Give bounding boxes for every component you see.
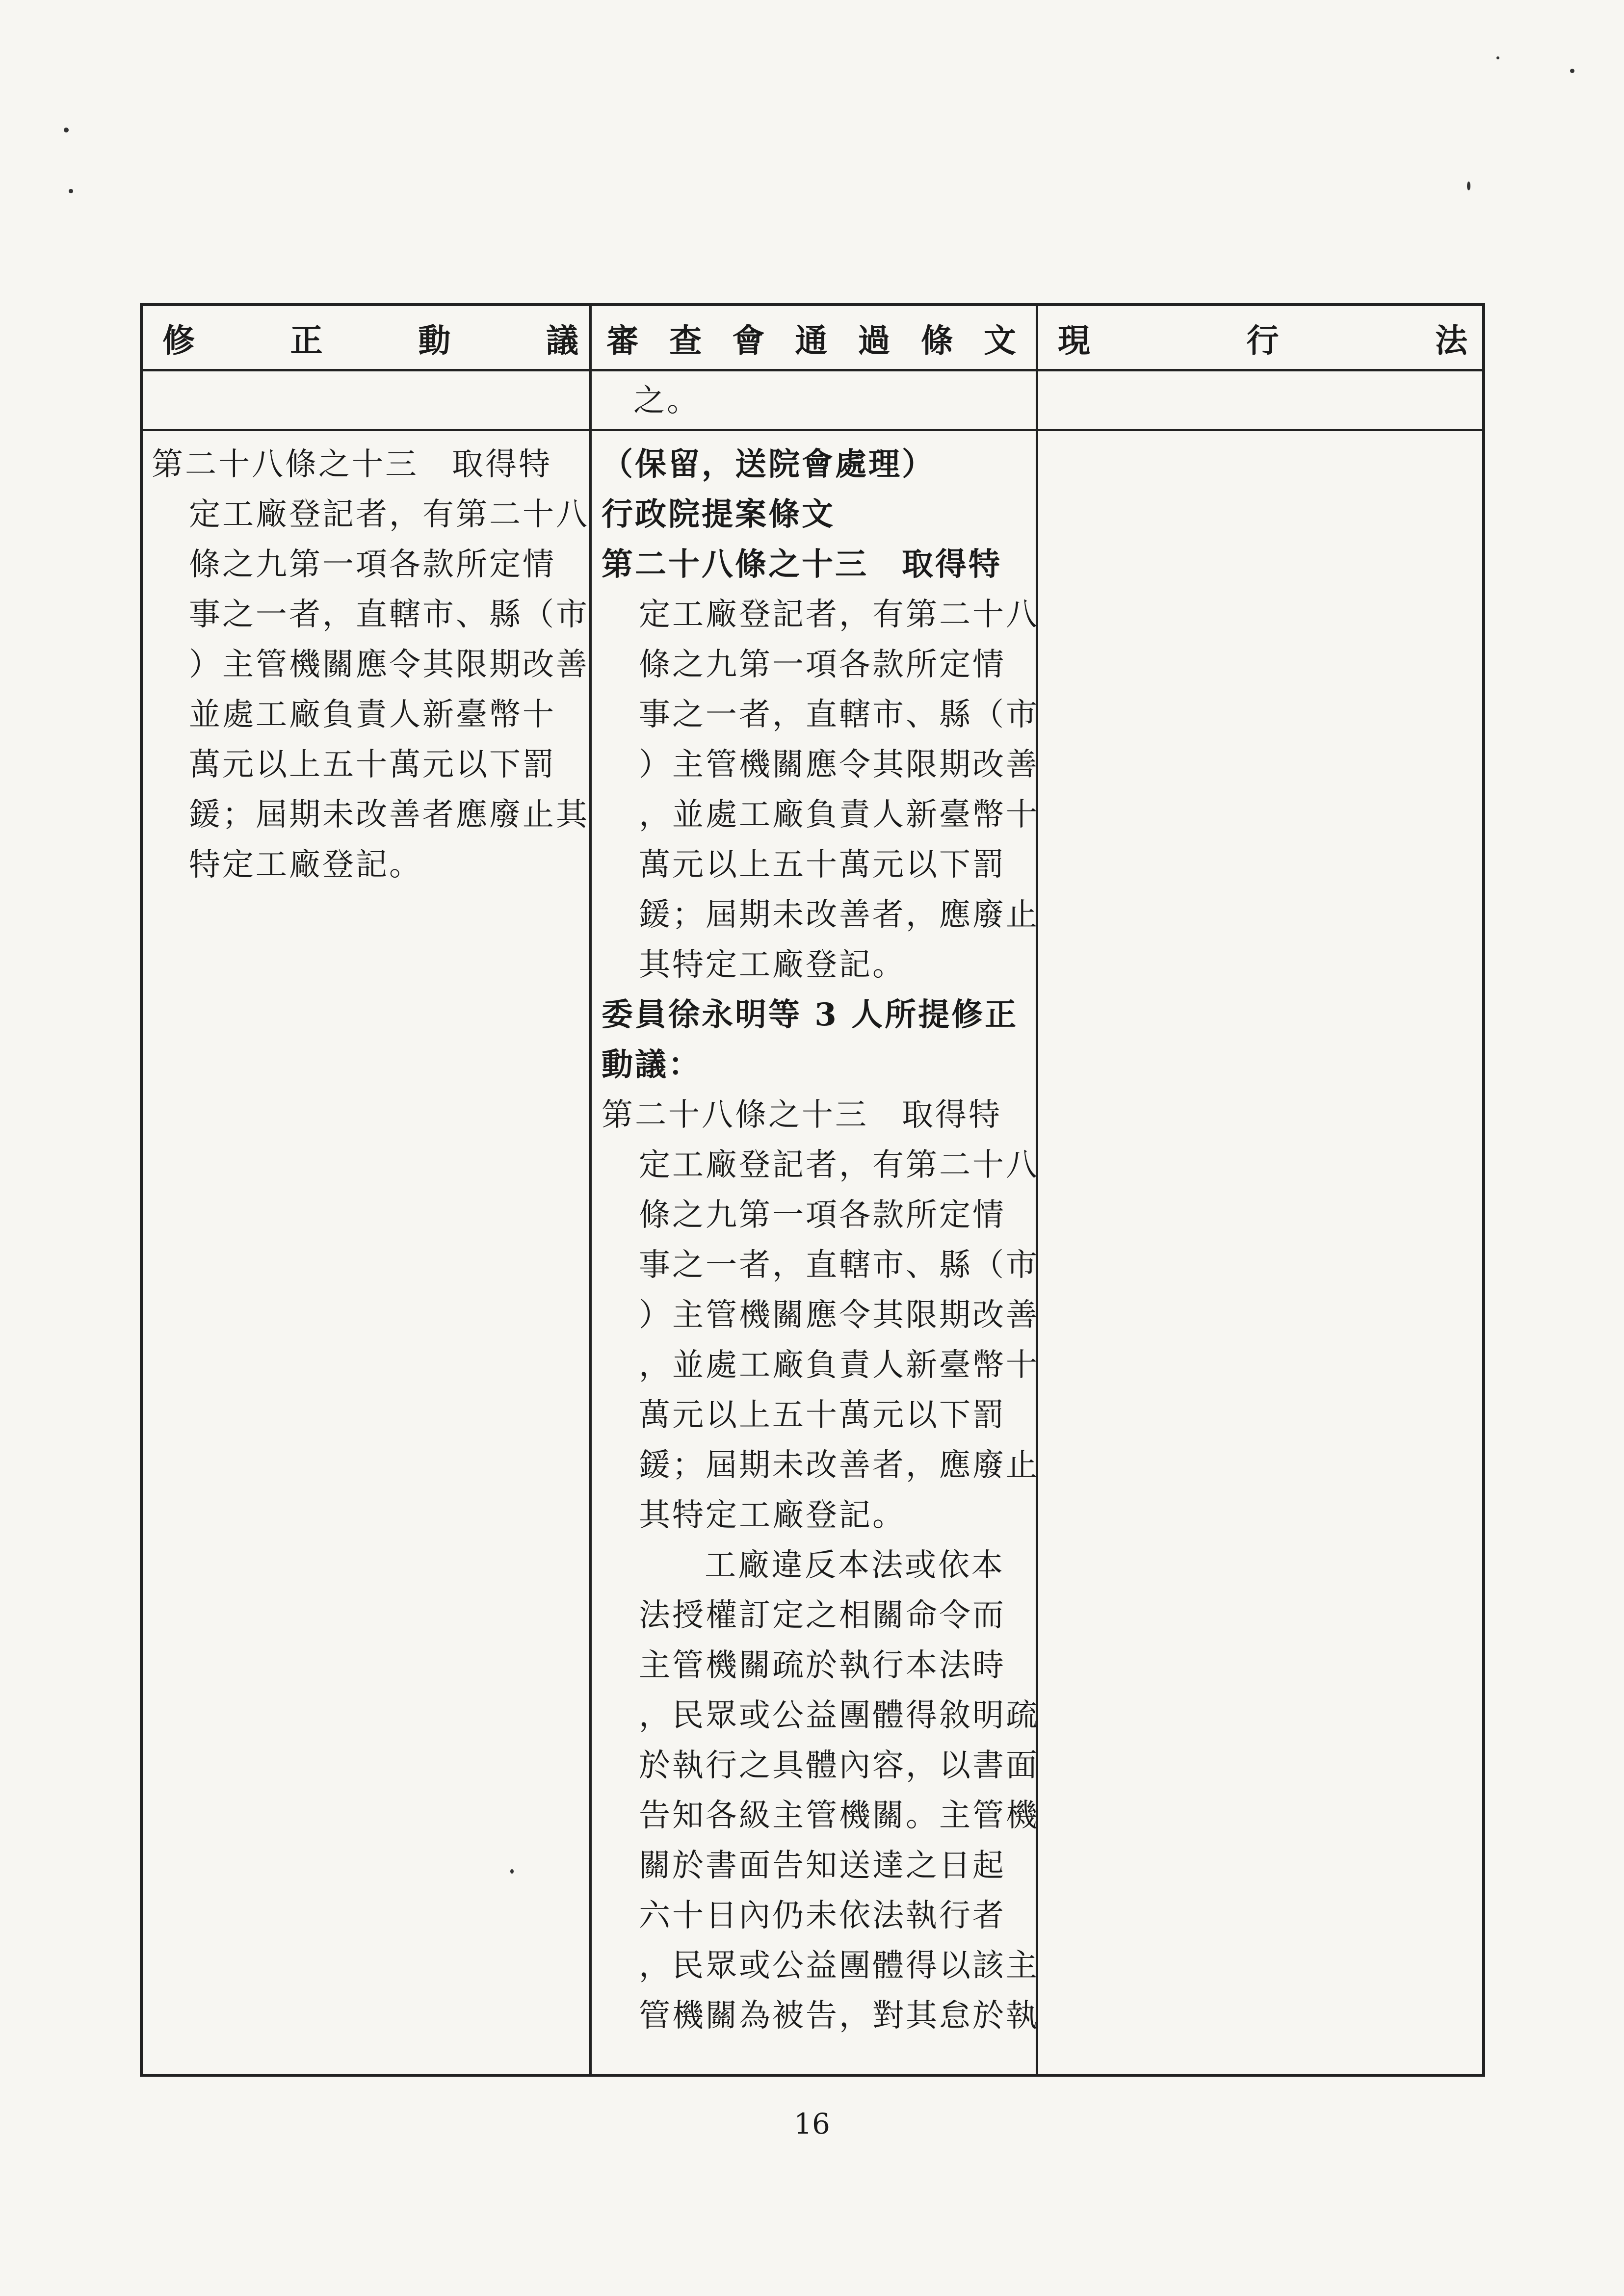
header-committee-approved-text [592,306,1036,369]
scan-speck [1496,56,1499,59]
scan-speck [69,189,73,193]
scan-speck [1570,69,1574,73]
article-line: 萬元以上五十萬元以下罰 [639,1397,1006,1434]
article-line: 並處工廠負責人新臺幣十 [189,697,556,733]
article-line: 條之九第一項各款所定情 [189,547,556,583]
committee-text-content [602,440,1039,2041]
header-divider [143,369,1482,371]
article-line: 事之一者，直轄市、縣（市 [189,597,589,633]
article-line: 定工廠登記者，有第二十八 [189,496,589,533]
article-line: 六十日內仍未依法執行者 [639,1898,1006,1934]
amendment-motion-content [152,440,589,890]
article-line: ，民眾或公益團體得敘明疏 [639,1697,1039,1734]
header-char: 查 [669,321,702,360]
article-line: 於執行之具體內容，以書面 [639,1748,1039,1784]
scan-speck [64,128,69,132]
article-line: 事之一者，直轄市、縣（市 [639,697,1039,733]
article-line: 告知各級主管機關。主管機 [639,1798,1039,1834]
article-line: 其特定工廠登記。 [639,947,906,983]
column-divider-1 [589,306,592,2074]
header-char: 動 [418,321,451,360]
article-line: 鍰；屆期未改善者應廢止其 [189,797,589,833]
header-char: 修 [162,321,195,360]
reserved-note: （保留，送院會處理） [602,446,935,483]
article-line: ）主管機關應令其限期改善 [639,1297,1039,1333]
header-char: 正 [290,321,323,360]
row-divider [143,429,1482,431]
article-line: 鍰；屆期未改善者，應廢止 [639,897,1039,933]
member-motion-heading: 動議： [602,1046,702,1083]
header-char: 會 [732,321,765,360]
article-line: 萬元以上五十萬元以下罰 [639,847,1006,883]
article-line: 鍰；屆期未改善者，應廢止 [639,1447,1039,1484]
article-line: ，民眾或公益團體得以該主 [639,1948,1039,1984]
article-line: 事之一者，直轄市、縣（市 [639,1247,1039,1283]
header-char: 現 [1058,321,1090,360]
article-line: 其特定工廠登記。 [639,1497,906,1534]
header-current-law [1038,306,1482,369]
article-line: ）主管機關應令其限期改善 [189,647,589,683]
scan-speck [1467,182,1470,190]
article-line: 特定工廠登記。 [189,847,422,883]
header-char: 通 [795,321,828,360]
article-line: ）主管機關應令其限期改善 [639,747,1039,783]
article-line: 條之九第一項各款所定情 [639,647,1006,683]
page-number: 16 [794,2107,830,2140]
article-line: 工廠違反本法或依本 [705,1547,1005,1584]
article-line: 法授權訂定之相關命令而 [639,1597,1006,1634]
article-line: 條之九第一項各款所定情 [639,1197,1006,1233]
member-motion-heading: 委員徐永明等 3 人所提修正 [602,996,1019,1033]
article-line: 第二十八條之十三 取得特 [602,1097,1002,1133]
article-line: 第二十八條之十三 取得特 [602,546,1002,583]
header-amendment-motion [143,306,589,369]
article-line: 關於書面告知送達之日起 [639,1848,1006,1884]
article-line: ，並處工廠負責人新臺幣十 [639,797,1039,833]
header-char: 行 [1246,321,1279,360]
header-char: 法 [1435,321,1467,360]
executive-yuan-heading: 行政院提案條文 [602,496,835,533]
header-char: 審 [606,321,639,360]
article-line: 萬元以上五十萬元以下罰 [189,747,556,783]
scan-speck [510,1869,514,1874]
article-line: 管機關為被告，對其怠於執 [639,1998,1039,2034]
header-char: 條 [920,321,953,360]
header-char: 議 [546,321,578,360]
article-line: 第二十八條之十三 取得特 [152,446,552,483]
article-line: 主管機關疏於執行本法時 [639,1647,1006,1684]
article-line: 定工廠登記者，有第二十八 [639,597,1039,633]
article-line: 定工廠登記者，有第二十八 [639,1147,1039,1183]
header-char: 文 [983,321,1016,360]
comparison-table [140,303,1485,2077]
article-line: ，並處工廠負責人新臺幣十 [639,1347,1039,1383]
header-char: 過 [858,321,891,360]
carryover-text: 之。 [633,383,700,419]
